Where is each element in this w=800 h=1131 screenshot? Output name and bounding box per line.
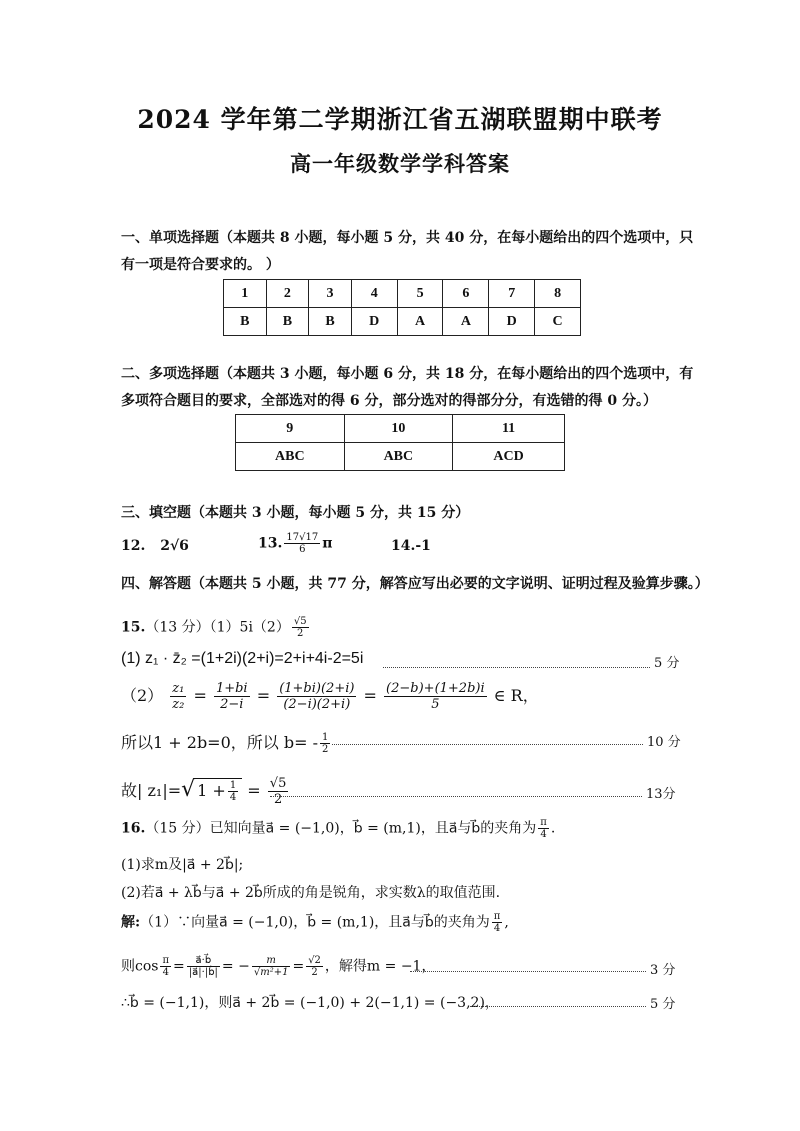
q16-part2: (2)若a⃗ + λb⃗与a⃗ + 2b⃗所成的角是锐角，求实数λ的取值范围.: [121, 885, 501, 901]
frac-denominator: 4: [229, 792, 237, 803]
single-choice-table: [223, 279, 581, 336]
q15-line3: [121, 730, 332, 755]
frac-numerator: a⃗·b⃗: [187, 955, 220, 967]
frac-numerator: √5: [293, 616, 307, 627]
q-number: 8: [535, 280, 581, 308]
frac-denominator: 2: [273, 792, 283, 807]
score-marker: 5 分: [650, 997, 676, 1012]
q15-line2: （2） $\frac{\text{z₁}}{\text{z₂}}$ = $\frac{1+bi}{2-i}$ = $\frac{(1+bi)(2+i)}{(2-i)(2+i)}$ = $\frac{(2-b)+(1+2b)i}{5}$ ∈ R，: [121, 681, 539, 712]
q-answer: C: [535, 308, 581, 336]
frac-denominator: 4: [540, 829, 547, 840]
q15-in-reals: ∈ R，: [493, 686, 539, 705]
multi-choice-table: [235, 414, 565, 471]
solution-label: 解:: [121, 914, 141, 931]
q-number: 4: [351, 280, 397, 308]
frac-denominator: |a⃗|·|b⃗|: [188, 967, 218, 978]
q-number: 3: [309, 280, 352, 308]
multi-choice-number-row: [236, 415, 565, 443]
q-answer: D: [489, 308, 535, 336]
frac-numerator: √5: [269, 776, 287, 791]
q-answer: D: [351, 308, 397, 336]
fill-answer-12: [121, 538, 189, 554]
score-marker: 10 分: [647, 735, 681, 750]
q12-label: 12.: [121, 538, 146, 554]
q-number: 5: [397, 280, 443, 308]
q-answer: A: [443, 308, 489, 336]
q13-denominator: 6: [299, 544, 306, 555]
fill-answer-14: 14.-1: [391, 538, 431, 554]
q13-pi: π: [322, 535, 333, 552]
q15-header: [121, 616, 311, 639]
q-answer: B: [266, 308, 309, 336]
cos-lead: 则cos: [121, 958, 159, 975]
frac-denominator: 4: [493, 923, 501, 934]
frac-numerator: √2: [308, 955, 321, 966]
frac-numerator: π: [540, 817, 547, 828]
section2-heading-line2: 多项符合题目的要求，全部选对的得 6 分，部分选对的得部分分，有选错的得 0 分。）: [121, 393, 657, 409]
q-number: 11: [453, 415, 565, 443]
single-choice-number-row: [224, 280, 581, 308]
q15-line4: 故| z₁|=√ 1 + $\frac{1}{4}$ = $\frac{√5}{2}$: [121, 776, 287, 807]
frac-denominator: √m²+1: [253, 967, 289, 978]
q16-intro: （15 分）已知向量a⃗ = (−1,0)，b⃗ = (m,1)，且a⃗与b⃗的夹角为: [145, 820, 537, 837]
leader-dots: [332, 744, 643, 745]
q-answer: ACD: [453, 443, 565, 471]
frac-numerator: π: [162, 955, 170, 966]
q15-line1: (1) z₁ · z̄₂ =(1+2i)(2+i)=2+i+4i-2=5i: [121, 650, 364, 667]
frac-numerator: 1: [229, 780, 237, 791]
q-number: 7: [489, 280, 535, 308]
frac-numerator: 1+bi: [215, 681, 248, 696]
frac-denominator: z₂: [172, 697, 185, 712]
frac-numerator: z₁: [172, 681, 185, 696]
radicand-term: 1 +: [197, 781, 226, 800]
q16-last-line: ∴b⃗ = (−1,1)，则a⃗ + 2b⃗ = (−1,0) + 2(−1,1) = (−3,2)，: [121, 995, 499, 1011]
leader-dots: [410, 971, 646, 972]
q13-label: 13.: [258, 535, 283, 552]
frac-numerator: m: [252, 955, 291, 967]
score-marker: 13分: [646, 787, 676, 802]
page-subtitle: 高一年级数学学科答案: [290, 151, 510, 176]
q15-label: 15.: [121, 619, 146, 636]
cos-tail: ，解得m = −1，: [324, 958, 436, 975]
q15-line3-text: 所以1 + 2b=0，所以 b= -: [121, 733, 318, 752]
leader-dots: [470, 1006, 646, 1007]
frac-denominator: 4: [162, 967, 169, 978]
score-marker: 5 分: [654, 656, 680, 671]
frac-numerator: 1: [322, 732, 329, 743]
q12-answer: 2√6: [160, 538, 189, 554]
q15-part2-label: （2）: [121, 686, 164, 705]
q-answer: ABC: [344, 443, 453, 471]
q-number: 2: [266, 280, 309, 308]
frac-denominator: 2−i: [220, 697, 244, 712]
q16-header: 16.（15 分）已知向量a⃗ = (−1,0)，b⃗ = (m,1)，且a⃗与b⃗的夹角为 $\frac{\pi}{4}$ .: [121, 817, 556, 840]
q16-part1: (1)求m及|a⃗ + 2b⃗|;: [121, 857, 244, 873]
q16-solution-line: 解:（1）∵向量a⃗ = (−1,0)，b⃗ = (m,1)，且a⃗与b⃗的夹角为 $\frac{\pi}{4}$ ,: [121, 911, 509, 934]
frac-denominator: 5: [431, 697, 440, 712]
q15-intro: （13 分）（1）5i（2）: [145, 619, 290, 636]
frac-denominator: (2−i)(2+i): [283, 697, 351, 712]
frac-numerator: (1+bi)(2+i): [279, 681, 355, 696]
q-number: 1: [224, 280, 267, 308]
frac-numerator: π: [493, 911, 501, 922]
section2-heading-line1: 二、多项选择题（本题共 3 小题，每小题 6 分，共 18 分，在每小题给出的四个选项中，有: [121, 366, 694, 382]
section4-heading: 四、解答题（本题共 5 小题，共 77 分，解答应写出必要的文字说明、证明过程及验算步骤。）: [121, 576, 709, 592]
page-title: 2024 学年第二学期浙江省五湖联盟期中联考: [137, 105, 663, 134]
q-number: 6: [443, 280, 489, 308]
frac-denominator: 2: [322, 744, 329, 755]
q16-label: 16.: [121, 820, 146, 837]
q-answer: B: [309, 308, 352, 336]
section3-heading: 三、填空题（本题共 3 小题，每小题 5 分，共 15 分）: [121, 505, 470, 521]
q-number: 10: [344, 415, 453, 443]
q15-modulus-label: 故| z₁|=: [121, 781, 182, 800]
leader-dots: [383, 667, 650, 668]
frac-denominator: 2: [297, 628, 304, 639]
score-marker: 3 分: [650, 963, 676, 978]
section1-heading-line2: 有一项是符合要求的。 ）: [121, 257, 280, 273]
equals-sign: =: [247, 781, 261, 800]
q13-numerator: 17√17: [286, 532, 319, 543]
frac-numerator: (2−b)+(1+2b)i: [386, 681, 485, 696]
frac-denominator: 2: [311, 967, 318, 978]
fill-answer-13: [258, 532, 332, 555]
multi-choice-answer-row: [236, 443, 565, 471]
section1-heading-line1: 一、单项选择题（本题共 8 小题，每小题 5 分，共 40 分，在每小题给出的四个选项中，只: [121, 230, 694, 246]
q-answer: ABC: [236, 443, 345, 471]
q16-cos-line: 则cos $\frac{\pi}{4}$ = $\frac{a⃗\cdot b⃗}{|a⃗|\cdot|b⃗|}$ = − $\frac{m}{\text{√m²+1}}$ = $\frac{√2}{2}$ ，解得m = −1，: [121, 955, 436, 978]
solution-text: （1）∵向量a⃗ = (−1,0)，b⃗ = (m,1)，且a⃗与b⃗的夹角为: [140, 914, 490, 931]
leader-dots: [270, 796, 642, 797]
q-number: 9: [236, 415, 345, 443]
q-answer: A: [397, 308, 443, 336]
q-answer: B: [224, 308, 267, 336]
single-choice-answer-row: [224, 308, 581, 336]
